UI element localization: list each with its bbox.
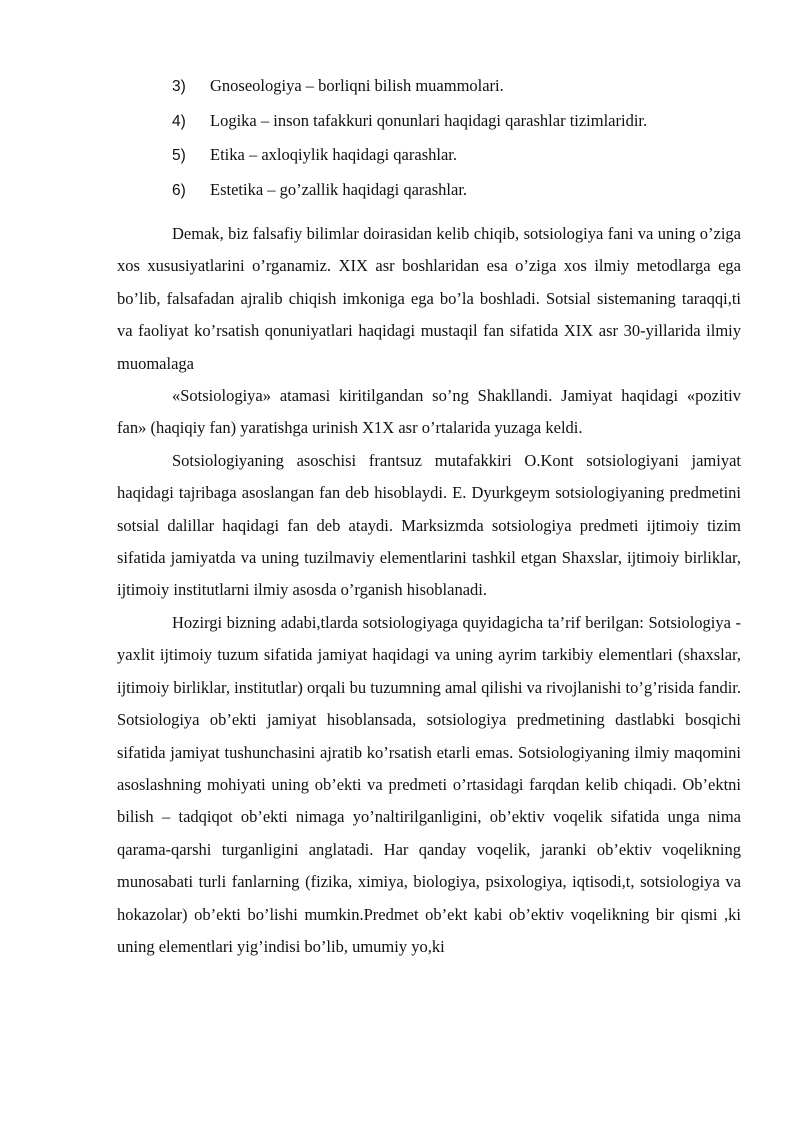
list-item-number: 6) (172, 181, 186, 199)
list-item (172, 145, 752, 180)
paragraph: «Sotsiologiya» atamasi kiritilgandan so’ng Shakllandi. Jamiyat haqidagi «pozitiv fan» (haqiqiy fan) yaratishga urinish X1X asr o’rtalarida yuzaga keldi. (117, 386, 741, 438)
list-item-number: 4) (172, 112, 186, 130)
paragraph: Demak, biz falsafiy bilimlar doirasidan kelib chiqib, sotsiologiya fani va uning o’ziga xos xususiyatlarini o’rganamiz. XIX asr boshlaridan esa o’ziga xos ilmiy metodlarga ega bo’lib, falsafadan ajralib chiqish imkoniga ega bo’la boshladi. Sotsial sistemaning taraqqi,ti va faoliyat ko’rsatish qonuniyatlari haqidagi mustaqil fan sifatida XIX asr 30-yillarida ilmiy muomalaga (117, 224, 741, 373)
paragraph: Sotsiologiyaning asoschisi frantsuz mutafakkiri O.Kont sotsiologiyani jamiyat haqidagi tajribaga asoslangan fan deb hisoblaydi. E. Dyurkgeym sotsiologiyaning predmetini sotsial dalillar haqidagi fan deb ataydi. Marksizmda sotsiologiya predmeti ijtimoiy tizim sifatida jamiyatda va uning tuzilmaviy elementlarini tashkil etgan Shaxslar, ijtimoiy birliklar, ijtimoiy institutlarni ilmiy asosda o’rganish hisoblanadi. (117, 450, 741, 600)
numbered-list (172, 76, 752, 214)
list-item-text: Logika – inson tafakkuri qonunlari haqidagi qarashlar tizimlaridir. (210, 110, 648, 130)
list-item-text: Gnoseologiya – borliqni bilish muammolari. (210, 76, 504, 95)
body-text (117, 218, 741, 963)
list-item-number: 3) (172, 78, 186, 95)
list-item (172, 111, 752, 146)
list-item-text: Estetika – go’zallik haqidagi qarashlar. (210, 179, 468, 199)
list-item (172, 76, 752, 111)
list-item (172, 180, 752, 215)
list-item-text: Etika – axloqiylik haqidagi qarashlar. (210, 145, 457, 164)
list-item-number: 5) (172, 147, 186, 164)
paragraph: Hozirgi bizning adabi,tlarda sotsiologiyaga quyidagicha ta’rif berilgan: Sotsiologiya - yaxlit ijtimoiy tuzum sifatida jamiyat haqidagi va uning ayrim tarkibiy elementlari (shaxslar, ijtimoiy birliklar, institutlar) orqali bu tuzumning amal qilishi va rivojlanishi to’g’risida fandir. Sotsiologiya ob’ekti jamiyat hisoblansada, sotsiologiya predmetining dastlabki bosqichi sifatida jamiyat tushunchasini ajratib ko’rsatish etarli emas. Sotsiologiyaning ilmiy maqomini asoslashning mohiyati uning ob’ekti va predmeti o’rtasidagi farqdan kelib chiqadi. Ob’ektni bilish – tadqiqot ob’ekti nimaga yo’naltirilganligini, ob’ektiv voqelik sifatida unga nima qarama-qarshi turganligini anglatadi. Har qanday voqelik, jaranki ob’ektiv voqelikning munosabati turli fanlarning (fizika, ximiya, biologiya, psixologiya, iqtisodi,t, sotsiologiya va hokazolar) ob’ekti bo’lishi mumkin.Predmet ob’ekt kabi ob’ektiv voqelikning bir qismi ,ki uning elementlari yig’indisi bo’lib, umumiy yo,ki (117, 612, 741, 956)
